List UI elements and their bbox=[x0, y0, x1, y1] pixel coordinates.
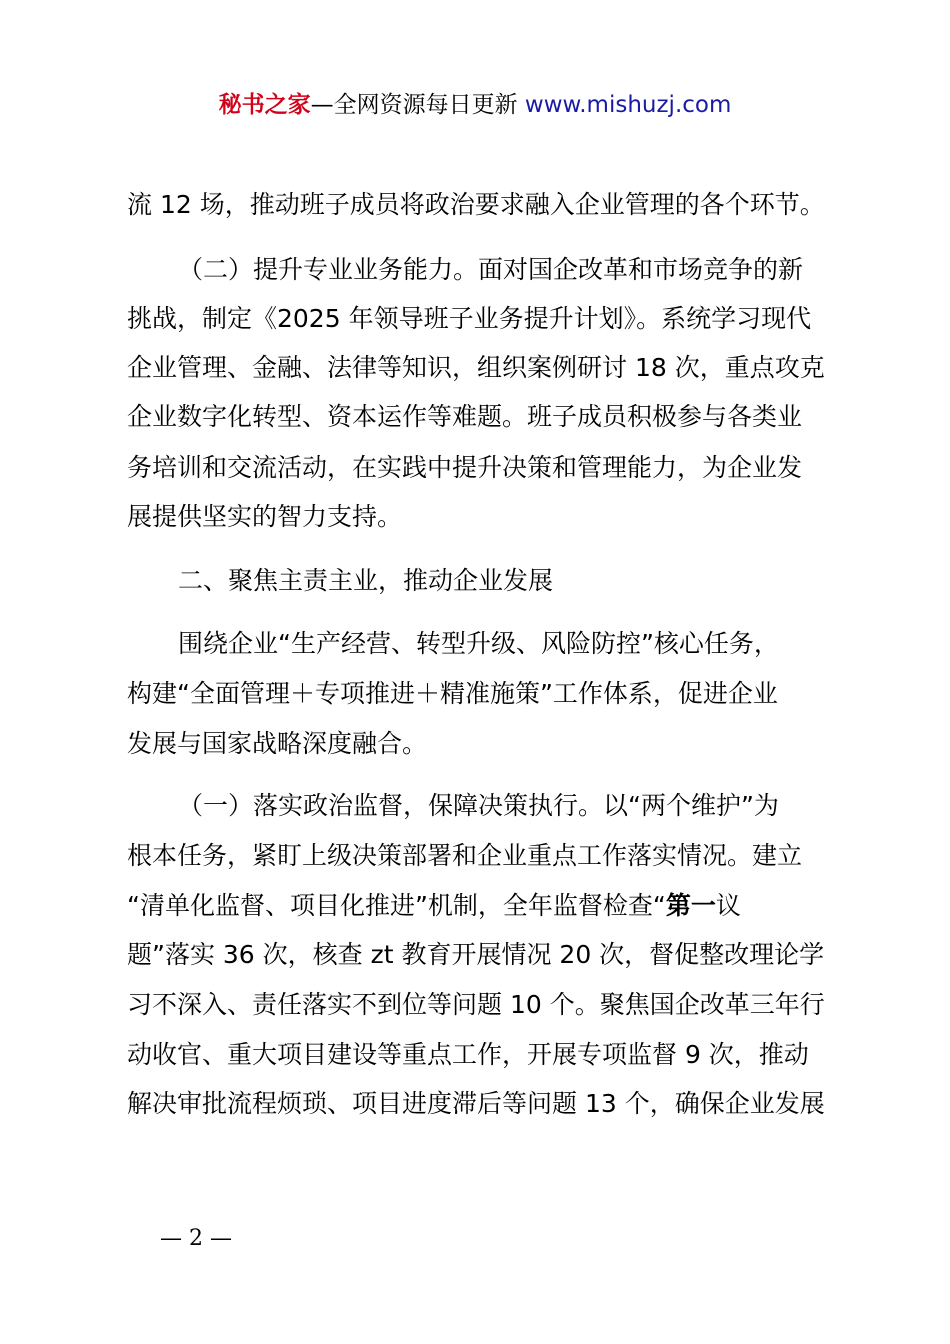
line-text: 题”落实 36 次，核查 zt 教育开展情况 20 次，督促整改理论学 bbox=[127, 940, 825, 969]
line-text: 习不深入、责任落实不到位等问题 10 个。聚焦国企改革三年行 bbox=[127, 990, 825, 1019]
heading-text: 二、聚焦主责主业，推动企业发展 bbox=[178, 566, 554, 595]
line-text: 围绕企业“生产经营、转型升级、风险防控”核心任务， bbox=[178, 629, 779, 658]
line-text: 挑战，制定《2025 年领导班子业务提升计划》。系统学习现代 bbox=[127, 304, 812, 333]
header-tagline: —全网资源每日更新 bbox=[310, 92, 525, 118]
line-text: 发展与国家战略深度融合。 bbox=[127, 729, 428, 758]
page-number: — 2 — bbox=[160, 1226, 232, 1251]
line-text-before: “清单化监督、项目化推进”机制，全年监督检查“ bbox=[127, 891, 666, 920]
line-text: 展提供坚实的智力支持。 bbox=[127, 502, 403, 531]
line-text: （二）提升专业业务能力。面对国企改革和市场竞争的新 bbox=[178, 255, 804, 284]
line-text: 企业数字化转型、资本运作等难题。班子成员积极参与各类业 bbox=[127, 402, 803, 431]
line-text: 流 12 场，推动班子成员将政治要求融入企业管理的各个环节。 bbox=[127, 190, 825, 219]
line-text-mixed bbox=[127, 888, 741, 924]
site-header bbox=[0, 88, 950, 122]
line-text-after: 议 bbox=[715, 891, 741, 920]
line-text: 解决审批流程烦琐、项目进度滞后等问题 13 个，确保企业发展 bbox=[127, 1089, 825, 1118]
line-text: 动收官、重大项目建设等重点工作，开展专项监督 9 次，推动 bbox=[127, 1040, 809, 1069]
line-text-bold: 第一 bbox=[665, 891, 716, 920]
line-text: （一）落实政治监督，保障决策执行。以“两个维护”为 bbox=[178, 791, 779, 820]
line-text: 务培训和交流活动，在实践中提升决策和管理能力，为企业发 bbox=[127, 453, 803, 482]
line-text: 根本任务，紧盯上级决策部署和企业重点工作落实情况。建立 bbox=[127, 841, 803, 870]
line-text: 构建“全面管理＋专项推进＋精准施策”工作体系，促进企业 bbox=[127, 679, 778, 708]
brand-name: 秘书之家 bbox=[218, 92, 311, 118]
line-text: 企业管理、金融、法律等知识，组织案例研讨 18 次，重点攻克 bbox=[127, 353, 825, 382]
site-url-link[interactable]: www.mishuzj.com bbox=[524, 92, 732, 118]
